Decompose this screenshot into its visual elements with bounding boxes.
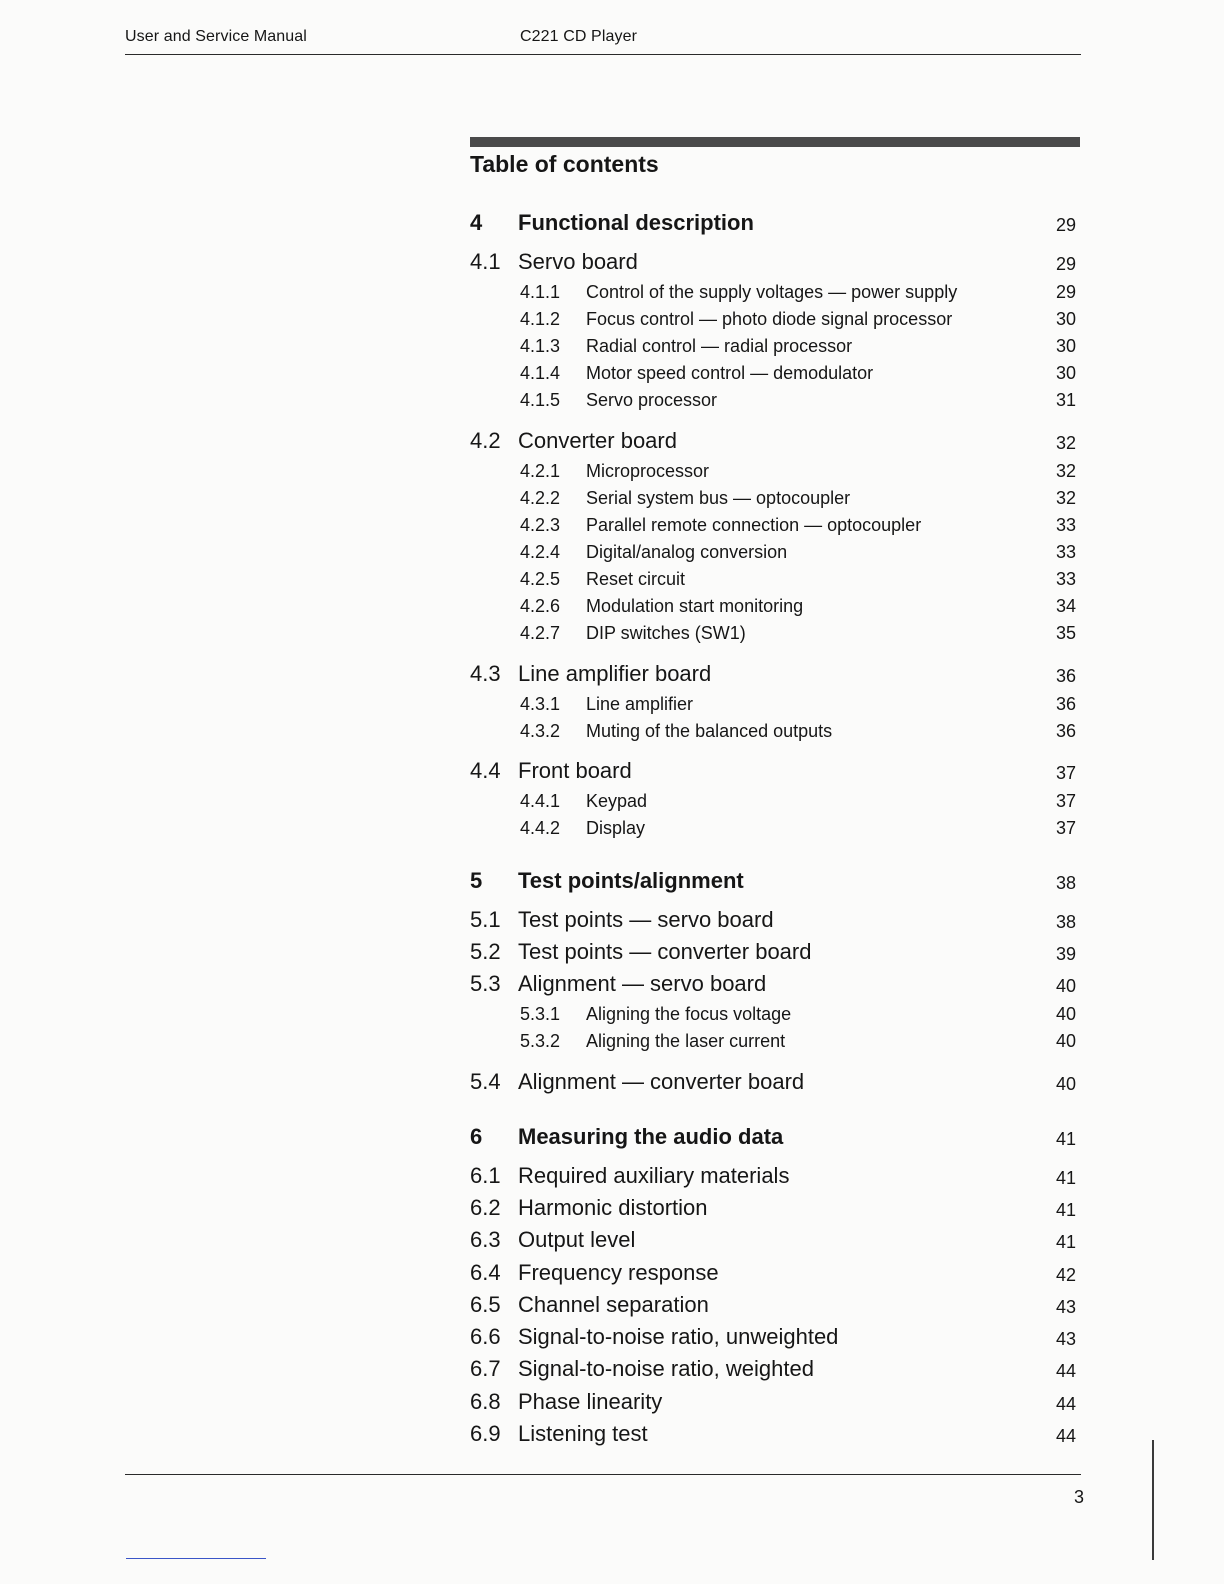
toc-entry-number: 5.3.2 [520, 1031, 561, 1051]
toc-entry-title: Alignment — servo board [518, 971, 767, 996]
toc-entry-number: 6 [470, 1124, 483, 1149]
toc-entry-number: 4.1.3 [520, 336, 561, 356]
toc-entry-number: 5.3.1 [520, 1004, 561, 1024]
toc-entry-title: Alignment — converter board [518, 1069, 805, 1094]
toc-entry-number: 6.1 [470, 1163, 501, 1188]
toc-entry-title: Converter board [518, 428, 677, 453]
toc-entry-number: 6.6 [470, 1324, 501, 1349]
toc-entry-title: Aligning the laser current [586, 1031, 786, 1051]
toc-entry-number: 4.2.1 [520, 461, 561, 481]
toc-entry-page: 42 [1055, 1265, 1076, 1285]
toc-entry-number: 4.3.2 [520, 721, 561, 741]
toc-entry-number: 4.1.1 [520, 282, 561, 302]
toc-entry-title: Keypad [586, 791, 648, 811]
footer-rule [125, 1474, 1081, 1475]
toc-entry-title: Frequency response [518, 1260, 719, 1285]
toc-entry-page: 40 [1055, 1004, 1076, 1024]
toc-entry-title: Front board [518, 758, 632, 783]
toc-entry-page: 33 [1055, 515, 1076, 535]
toc-entry-number: 6.3 [470, 1227, 501, 1252]
toc-entry-page: 30 [1055, 309, 1076, 329]
toc-entry-page: 39 [1055, 944, 1076, 964]
page-number: 3 [1073, 1487, 1084, 1507]
toc-entry-title: Signal-to-noise ratio, unweighted [518, 1324, 839, 1349]
toc-entry-page: 29 [1055, 254, 1076, 274]
toc-entry-number: 4 [470, 210, 483, 235]
toc-entry-title: Servo board [518, 249, 638, 274]
toc-entry-number: 5 [470, 868, 483, 893]
toc-entry-title: Listening test [518, 1421, 648, 1446]
toc-entry-number: 5.2 [470, 939, 501, 964]
toc-entry-page: 38 [1055, 912, 1076, 932]
toc-entry-title: Test points — servo board [518, 907, 774, 932]
toc-entry-number: 4.2.6 [520, 596, 561, 616]
toc-entry-title: Line amplifier board [518, 661, 712, 686]
link-underline [126, 1558, 266, 1559]
toc-entry-page: 33 [1055, 569, 1076, 589]
toc-entry-page: 41 [1055, 1129, 1076, 1149]
toc-entry-page: 37 [1055, 791, 1076, 811]
toc-entry-page: 43 [1055, 1297, 1076, 1317]
toc-entry-title: Measuring the audio data [518, 1124, 784, 1149]
toc-entry-number: 4.1 [470, 249, 501, 274]
toc-entry-page: 32 [1055, 433, 1076, 453]
toc-entry-page: 40 [1055, 976, 1076, 996]
toc-entry-number: 4.2.7 [520, 623, 561, 643]
toc-entry-page: 31 [1055, 390, 1076, 410]
section-title-bar [470, 137, 1080, 147]
toc-entry-title: Harmonic distortion [518, 1195, 708, 1220]
toc-entry-title: Motor speed control — demodulator [586, 363, 874, 383]
toc-entry-title: Line amplifier [586, 694, 694, 714]
toc-entry-title: Signal-to-noise ratio, weighted [518, 1356, 814, 1381]
toc-entry-title: Modulation start monitoring [586, 596, 804, 616]
toc-entry-title: Radial control — radial processor [586, 336, 853, 356]
header-manual-title: User and Service Manual [125, 28, 307, 45]
toc-entry-number: 4.1.2 [520, 309, 561, 329]
toc-entry-page: 33 [1055, 542, 1076, 562]
toc-entry-title: Channel separation [518, 1292, 709, 1317]
toc-entry-number: 4.2.2 [520, 488, 561, 508]
toc-entry-number: 6.8 [470, 1389, 501, 1414]
toc-entry-title: Parallel remote connection — optocoupler [586, 515, 922, 535]
toc-entry-number: 4.1.5 [520, 390, 561, 410]
toc-entry-number: 4.4.1 [520, 791, 561, 811]
toc-entry-page: 32 [1055, 488, 1076, 508]
header-product-name: C221 CD Player [520, 28, 638, 45]
toc-entry-page: 41 [1055, 1232, 1076, 1252]
toc-entry-number: 4.4.2 [520, 818, 561, 838]
toc-entry-number: 6.2 [470, 1195, 501, 1220]
toc-entry-title: Required auxiliary materials [518, 1163, 790, 1188]
toc-entry-title: Display [586, 818, 646, 838]
toc-entry-title: Aligning the focus voltage [586, 1004, 792, 1024]
toc-entry-title: Reset circuit [586, 569, 686, 589]
toc-entry-number: 4.1.4 [520, 363, 561, 383]
toc-entry-title: Output level [518, 1227, 636, 1252]
toc-entry-number: 4.2.3 [520, 515, 561, 535]
toc-entry-page: 37 [1055, 763, 1076, 783]
toc-title: Table of contents [470, 151, 659, 177]
toc-entry-number: 4.4 [470, 758, 501, 783]
toc-entry-page: 44 [1055, 1361, 1076, 1381]
toc-entry-page: 37 [1055, 818, 1076, 838]
toc-entry-page: 30 [1055, 336, 1076, 356]
toc-entry-title: Digital/analog conversion [586, 542, 788, 562]
toc-entry-number: 4.2 [470, 428, 501, 453]
toc-entry-page: 44 [1055, 1394, 1076, 1414]
toc-entry-page: 40 [1055, 1074, 1076, 1094]
header-rule [125, 54, 1081, 55]
toc-entry-page: 44 [1055, 1426, 1076, 1446]
toc-entry-page: 36 [1055, 666, 1076, 686]
toc-entry-title: Phase linearity [518, 1389, 663, 1414]
toc-entry-page: 29 [1055, 282, 1076, 302]
scan-edge-mark [1152, 1440, 1154, 1560]
toc-entry-title: Servo processor [586, 390, 718, 410]
toc-entry-number: 5.1 [470, 907, 501, 932]
toc-entry-page: 29 [1055, 215, 1076, 235]
toc-entry-title: Muting of the balanced outputs [586, 721, 833, 741]
toc-entry-page: 43 [1055, 1329, 1076, 1349]
toc-entry-page: 41 [1055, 1200, 1076, 1220]
toc-entry-number: 6.9 [470, 1421, 501, 1446]
toc-entry-number: 4.3.1 [520, 694, 561, 714]
toc-entry-page: 38 [1055, 873, 1076, 893]
toc-entry-number: 4.2.4 [520, 542, 561, 562]
toc-entry-number: 4.3 [470, 661, 501, 686]
toc-entry-page: 34 [1055, 596, 1076, 616]
toc-entry-title: Test points/alignment [518, 868, 744, 893]
toc-entry-page: 30 [1055, 363, 1076, 383]
toc-entry-page: 36 [1055, 694, 1076, 714]
toc-entry-title: DIP switches (SW1) [586, 623, 746, 643]
toc-entry-number: 5.4 [470, 1069, 501, 1094]
toc-entry-number: 4.2.5 [520, 569, 561, 589]
toc-entry-page: 32 [1055, 461, 1076, 481]
toc-entry-page: 40 [1055, 1031, 1076, 1051]
toc-entry-number: 6.7 [470, 1356, 501, 1381]
toc-entry-title: Control of the supply voltages — power supply [586, 282, 958, 302]
toc-entry-page: 41 [1055, 1168, 1076, 1188]
toc-entry-title: Focus control — photo diode signal processor [586, 309, 953, 329]
toc-entry-number: 5.3 [470, 971, 501, 996]
toc-entry-page: 35 [1055, 623, 1076, 643]
toc-entry-title: Test points — converter board [518, 939, 812, 964]
toc-entry-title: Microprocessor [586, 461, 710, 481]
toc-entry-title: Serial system bus — optocoupler [586, 488, 851, 508]
toc-entry-title: Functional description [518, 210, 754, 235]
toc-entry-number: 6.4 [470, 1260, 501, 1285]
toc-entry-number: 6.5 [470, 1292, 501, 1317]
toc-entry-page: 36 [1055, 721, 1076, 741]
